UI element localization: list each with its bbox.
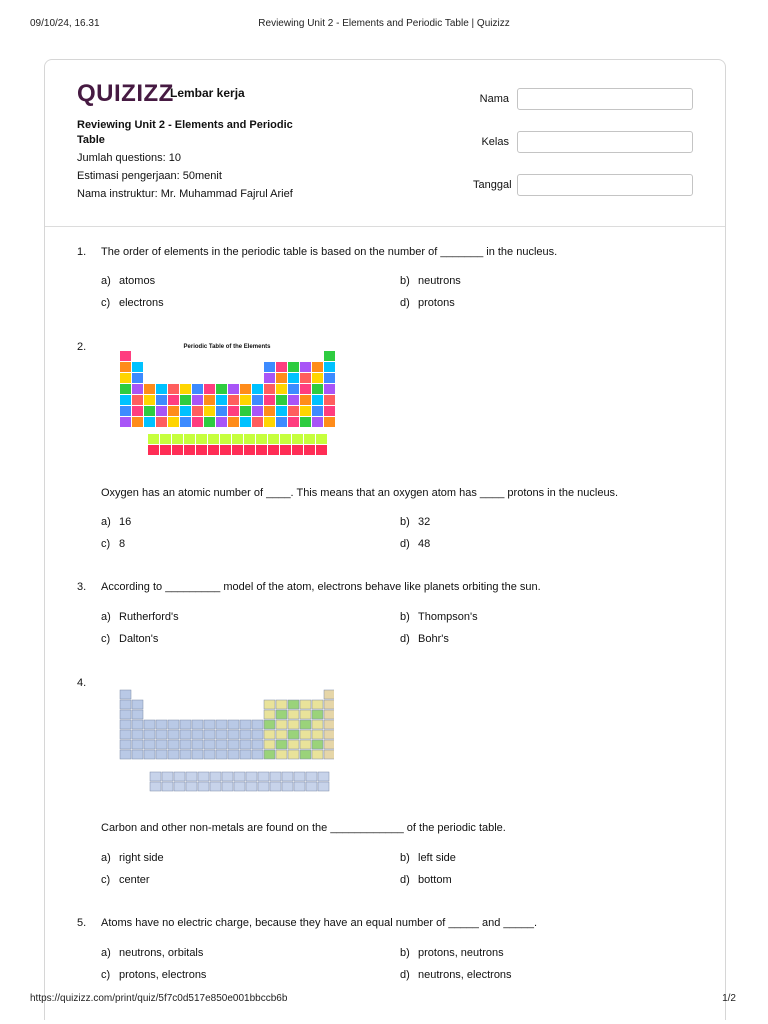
element-cell (324, 406, 335, 416)
time-estimate: Estimasi pengerjaan: 50menit (77, 170, 222, 182)
element-cell (312, 700, 323, 709)
element-cell (258, 782, 269, 791)
element-cell (172, 445, 183, 455)
element-cell (276, 395, 287, 405)
element-cell (162, 772, 173, 781)
element-cell (132, 700, 143, 709)
element-cell (288, 417, 299, 427)
element-cell (220, 445, 231, 455)
element-cell (192, 384, 203, 394)
element-cell (216, 384, 227, 394)
element-cell (244, 445, 255, 455)
element-cell (204, 406, 215, 416)
element-cell (268, 434, 279, 444)
element-cell (216, 395, 227, 405)
element-cell (300, 384, 311, 394)
element-cell (300, 700, 311, 709)
element-cell (192, 395, 203, 405)
class-label: Kelas (481, 136, 509, 148)
element-cell (264, 710, 275, 719)
element-cell (256, 434, 267, 444)
element-cell (280, 445, 291, 455)
element-cell (120, 730, 131, 739)
element-cell (150, 782, 161, 791)
print-page-title: Reviewing Unit 2 - Elements and Periodic Table | Quizizz (258, 18, 510, 29)
element-cell (168, 720, 179, 729)
element-cell (216, 417, 227, 427)
element-cell (276, 740, 287, 749)
option-d[interactable]: d) protons (400, 297, 455, 309)
element-cell (306, 772, 317, 781)
element-cell (312, 417, 323, 427)
option-c[interactable]: c) center (101, 874, 150, 886)
element-cell (288, 373, 299, 383)
option-c[interactable]: c) Dalton's (101, 633, 159, 645)
element-cell (324, 395, 335, 405)
element-cell (240, 730, 251, 739)
element-cell (168, 417, 179, 427)
element-cell (156, 384, 167, 394)
element-cell (228, 384, 239, 394)
name-field[interactable] (517, 88, 693, 110)
element-cell (198, 782, 209, 791)
question-number: 4. (77, 677, 87, 689)
element-cell (228, 720, 239, 729)
element-cell (324, 740, 334, 749)
quizizz-logo: QUIZIZZ (77, 80, 174, 107)
element-cell (264, 730, 275, 739)
question-number: 1. (77, 246, 87, 258)
element-cell (300, 710, 311, 719)
element-cell (148, 445, 159, 455)
element-cell (292, 434, 303, 444)
instructor-name: Nama instruktur: Mr. Muhammad Fajrul Arief (77, 188, 293, 200)
element-cell (288, 395, 299, 405)
element-cell (246, 772, 257, 781)
element-cell (144, 730, 155, 739)
element-cell (210, 782, 221, 791)
element-cell (324, 700, 334, 709)
element-cell (228, 750, 239, 759)
element-cell (252, 406, 263, 416)
option-a[interactable]: a) neutrons, orbitals (101, 947, 204, 959)
element-cell (184, 445, 195, 455)
option-b[interactable]: b) left side (400, 852, 456, 864)
element-cell (162, 782, 173, 791)
element-cell (300, 417, 311, 427)
element-cell (168, 750, 179, 759)
element-cell (270, 782, 281, 791)
element-cell (144, 384, 155, 394)
element-cell (180, 406, 191, 416)
element-cell (186, 782, 197, 791)
element-cell (180, 750, 191, 759)
option-b[interactable]: b) 32 (400, 516, 431, 528)
element-cell (240, 740, 251, 749)
element-cell (204, 395, 215, 405)
element-cell (180, 740, 191, 749)
element-cell (216, 406, 227, 416)
element-cell (120, 395, 131, 405)
element-cell (144, 740, 155, 749)
element-cell (156, 406, 167, 416)
element-cell (276, 362, 287, 372)
element-cell (252, 417, 263, 427)
element-cell (312, 395, 323, 405)
class-field[interactable] (517, 131, 693, 153)
element-cell (324, 417, 335, 427)
print-header (0, 0, 768, 40)
element-cell (234, 782, 245, 791)
element-cell (156, 740, 167, 749)
element-cell (300, 406, 311, 416)
element-cell (276, 384, 287, 394)
element-cell (216, 740, 227, 749)
element-cell (264, 384, 275, 394)
element-cell (240, 750, 251, 759)
element-cell (312, 362, 323, 372)
element-cell (324, 690, 334, 699)
element-cell (240, 406, 251, 416)
element-cell (180, 417, 191, 427)
element-cell (192, 406, 203, 416)
element-cell (156, 750, 167, 759)
element-cell (306, 782, 317, 791)
element-cell (268, 445, 279, 455)
element-cell (324, 720, 334, 729)
element-cell (294, 782, 305, 791)
element-cell (120, 740, 131, 749)
element-cell (312, 740, 323, 749)
element-cell (120, 750, 131, 759)
element-cell (240, 417, 251, 427)
option-d[interactable]: d) Bohr's (400, 633, 449, 645)
element-cell (144, 750, 155, 759)
element-cell (228, 740, 239, 749)
element-cell (312, 710, 323, 719)
element-cell (156, 720, 167, 729)
element-cell (304, 445, 315, 455)
element-cell (132, 750, 143, 759)
element-cell (312, 373, 323, 383)
element-cell (288, 406, 299, 416)
element-cell (204, 384, 215, 394)
element-cell (288, 710, 299, 719)
element-cell (240, 720, 251, 729)
element-cell (312, 750, 323, 759)
element-cell (240, 384, 251, 394)
periodic-table-blue-image (118, 688, 334, 796)
element-cell (264, 750, 275, 759)
element-cell (288, 720, 299, 729)
element-cell (276, 720, 287, 729)
element-cell (156, 730, 167, 739)
element-cell (256, 445, 267, 455)
element-cell (234, 772, 245, 781)
element-cell (288, 362, 299, 372)
element-cell (222, 782, 233, 791)
element-cell (228, 730, 239, 739)
periodic-table-image (118, 343, 336, 473)
element-cell (204, 740, 215, 749)
element-cell (148, 434, 159, 444)
element-cell (150, 772, 161, 781)
questions-count: Jumlah questions: 10 (77, 152, 181, 164)
element-cell (156, 417, 167, 427)
element-cell (228, 406, 239, 416)
element-cell (324, 384, 335, 394)
element-cell (292, 445, 303, 455)
element-cell (318, 782, 329, 791)
element-cell (168, 384, 179, 394)
element-cell (304, 434, 315, 444)
element-cell (132, 740, 143, 749)
element-cell (210, 772, 221, 781)
element-cell (120, 710, 131, 719)
element-cell (300, 362, 311, 372)
element-cell (312, 730, 323, 739)
element-cell (324, 730, 334, 739)
element-cell (276, 417, 287, 427)
element-cell (252, 384, 263, 394)
element-cell (144, 406, 155, 416)
page-number: 1/2 (722, 993, 736, 1004)
element-cell (312, 384, 323, 394)
element-cell (204, 417, 215, 427)
element-cell (252, 730, 263, 739)
element-cell (144, 720, 155, 729)
element-cell (144, 417, 155, 427)
element-cell (264, 740, 275, 749)
element-cell (120, 417, 131, 427)
element-cell (174, 782, 185, 791)
periodic-table-graphic (118, 343, 336, 473)
element-cell (144, 395, 155, 405)
element-cell (120, 362, 131, 372)
element-cell (270, 772, 281, 781)
question-number: 5. (77, 917, 87, 929)
element-cell (180, 720, 191, 729)
element-cell (280, 434, 291, 444)
option-a[interactable]: a) 16 (101, 516, 132, 528)
option-d[interactable]: d) 48 (400, 538, 431, 550)
element-cell (264, 406, 275, 416)
element-cell (264, 395, 275, 405)
option-b[interactable]: b) Thompson's (400, 611, 478, 623)
element-cell (276, 710, 287, 719)
element-cell (216, 730, 227, 739)
element-cell (216, 720, 227, 729)
periodic-table-title: Periodic Table of the Elements (183, 344, 271, 350)
element-cell (132, 373, 143, 383)
element-cell (324, 362, 335, 372)
element-cell (120, 720, 131, 729)
element-cell (168, 406, 179, 416)
element-cell (288, 384, 299, 394)
element-cell (196, 434, 207, 444)
element-cell (316, 445, 327, 455)
print-timestamp: 09/10/24, 16.31 (30, 18, 100, 29)
element-cell (300, 395, 311, 405)
option-a[interactable]: a) atomos (101, 275, 156, 287)
element-cell (120, 700, 131, 709)
element-cell (264, 417, 275, 427)
element-cell (132, 730, 143, 739)
element-cell (156, 395, 167, 405)
element-cell (282, 782, 293, 791)
element-cell (244, 434, 255, 444)
date-label: Tanggal (473, 179, 512, 191)
option-d[interactable]: d) neutrons, electrons (400, 969, 512, 981)
print-url: https://quizizz.com/print/quiz/5f7c0d517e850e001bbccb6b (30, 993, 288, 1004)
element-cell (120, 690, 131, 699)
element-cell (258, 772, 269, 781)
element-cell (232, 445, 243, 455)
question-text: According to _________ model of the atom, electrons behave like planets orbiting the sun. (101, 581, 541, 593)
element-cell (276, 373, 287, 383)
element-cell (204, 750, 215, 759)
element-cell (264, 700, 275, 709)
element-cell (300, 373, 311, 383)
element-cell (300, 750, 311, 759)
worksheet-header (45, 60, 725, 227)
element-cell (324, 750, 334, 759)
element-cell (132, 395, 143, 405)
option-c[interactable]: c) 8 (101, 538, 126, 550)
element-cell (318, 772, 329, 781)
element-cell (160, 445, 171, 455)
element-cell (192, 417, 203, 427)
question-text: The order of elements in the periodic table is based on the number of _______ in the nucleus. (101, 246, 558, 258)
question-number: 2. (77, 341, 87, 353)
element-cell (288, 750, 299, 759)
element-cell (132, 417, 143, 427)
quiz-title: Reviewing Unit 2 - Elements and Periodic Table (77, 119, 293, 146)
element-cell (120, 373, 131, 383)
element-cell (168, 740, 179, 749)
element-cell (312, 720, 323, 729)
element-cell (192, 750, 203, 759)
element-cell (168, 395, 179, 405)
element-cell (186, 772, 197, 781)
element-cell (294, 772, 305, 781)
element-cell (288, 700, 299, 709)
worksheet-label: Lembar kerja (170, 86, 245, 100)
element-cell (132, 720, 143, 729)
element-cell (174, 772, 185, 781)
element-cell (184, 434, 195, 444)
element-cell (276, 750, 287, 759)
element-cell (222, 772, 233, 781)
element-cell (192, 730, 203, 739)
element-cell (316, 434, 327, 444)
element-cell (324, 710, 334, 719)
element-cell (252, 740, 263, 749)
element-cell (246, 782, 257, 791)
element-cell (264, 720, 275, 729)
question-text: Oxygen has an atomic number of ____. This means that an oxygen atom has ____ protons in the nucleus. (101, 487, 619, 499)
element-cell (252, 750, 263, 759)
element-cell (168, 730, 179, 739)
element-cell (204, 720, 215, 729)
element-cell (198, 772, 209, 781)
element-cell (196, 445, 207, 455)
element-cell (252, 720, 263, 729)
element-cell (172, 434, 183, 444)
element-cell (220, 434, 231, 444)
element-cell (120, 406, 131, 416)
element-cell (276, 700, 287, 709)
element-cell (208, 445, 219, 455)
element-cell (192, 720, 203, 729)
element-cell (288, 740, 299, 749)
element-cell (180, 730, 191, 739)
question-number: 3. (77, 581, 87, 593)
element-cell (300, 720, 311, 729)
element-cell (180, 384, 191, 394)
element-cell (228, 395, 239, 405)
element-cell (282, 772, 293, 781)
element-cell (216, 750, 227, 759)
option-d[interactable]: d) bottom (400, 874, 452, 886)
element-cell (324, 373, 335, 383)
periodic-table-graphic (118, 688, 334, 796)
element-cell (132, 384, 143, 394)
element-cell (264, 373, 275, 383)
element-cell (300, 730, 311, 739)
date-field[interactable] (517, 174, 693, 196)
element-cell (120, 351, 131, 361)
element-cell (132, 362, 143, 372)
element-cell (276, 730, 287, 739)
element-cell (160, 434, 171, 444)
element-cell (204, 730, 215, 739)
option-c[interactable]: c) electrons (101, 297, 164, 309)
option-c[interactable]: c) protons, electrons (101, 969, 207, 981)
element-cell (132, 406, 143, 416)
element-cell (120, 384, 131, 394)
element-cell (240, 395, 251, 405)
element-cell (180, 395, 191, 405)
element-cell (324, 351, 335, 361)
element-cell (276, 406, 287, 416)
element-cell (232, 434, 243, 444)
element-cell (252, 395, 263, 405)
name-label: Nama (479, 93, 509, 105)
element-cell (312, 406, 323, 416)
element-cell (300, 740, 311, 749)
element-cell (208, 434, 219, 444)
element-cell (132, 710, 143, 719)
option-b[interactable]: b) protons, neutrons (400, 947, 504, 959)
option-b[interactable]: b) neutrons (400, 275, 461, 287)
question-text: Carbon and other non-metals are found on the ____________ of the periodic table. (101, 822, 506, 834)
element-cell (192, 740, 203, 749)
question-text: Atoms have no electric charge, because they have an equal number of _____ and _____. (101, 917, 538, 929)
option-a[interactable]: a) right side (101, 852, 164, 864)
element-cell (264, 362, 275, 372)
element-cell (228, 417, 239, 427)
option-a[interactable]: a) Rutherford's (101, 611, 179, 623)
element-cell (288, 730, 299, 739)
